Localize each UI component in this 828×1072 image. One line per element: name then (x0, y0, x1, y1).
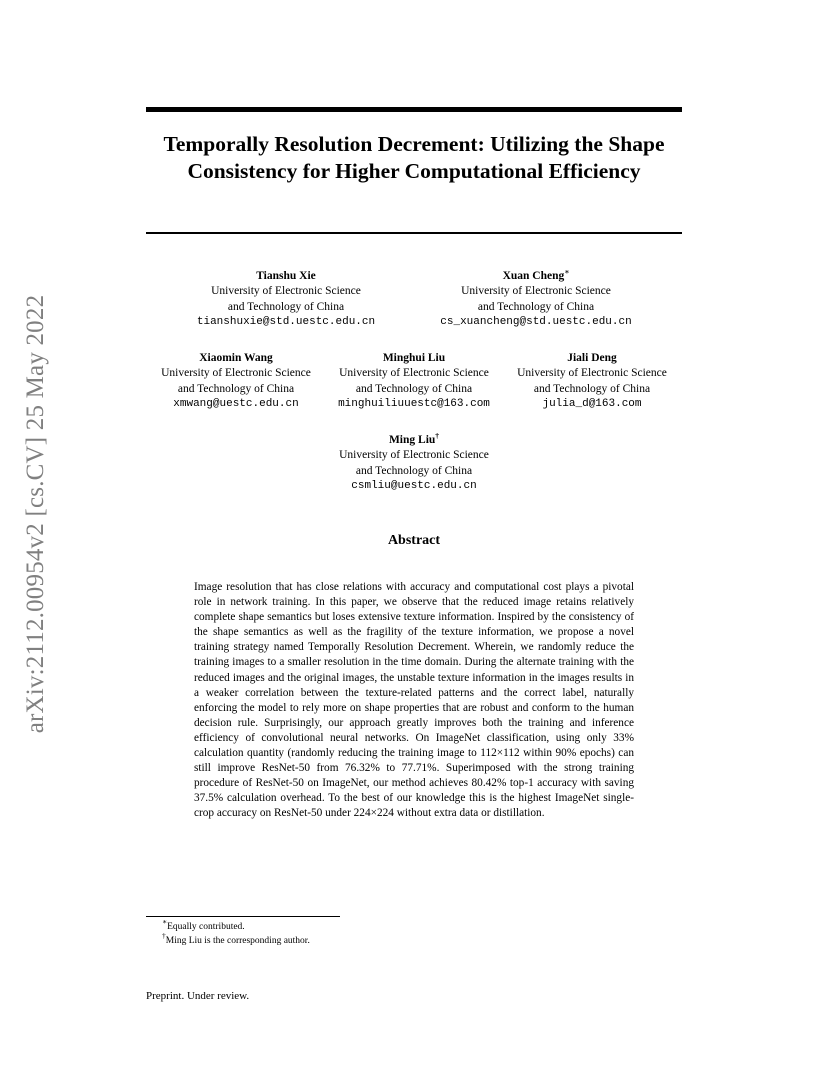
footnote: ∗Equally contributed. (162, 917, 245, 932)
abstract-text: Image resolution that has close relations with accuracy and computational cost plays a pivotal role in network training. In this paper, we observe that the reduced image retains relatively complete shape semantics but loses extensive texture information. Inspired by the consistency of the shape semantics as well as the fragility of the texture information, we propose a novel training strategy named Temporally Resolution Decrement. Wherein, we randomly reduce the training images to a smaller resolution in the time domain. During the alternate training with the reduced images and the original images, the unstable texture information in the images results in a weaker correlation between the texture-related patterns and the correct label, naturally enforcing the model to rely more on shape properties that are robust and conform to the human decision rule. Surprisingly, our approach greatly improves both the training and inference efficiency of convolutional neural networks. On ImageNet classification, using only 33% calculation quantity (randomly reducing the training image to 112×112 within 90% epochs) can still improve ResNet-50 from 76.32% to 77.71%. Superimposed with the strong training procedure of ResNet-50 on ImageNet, our method achieves 80.42% top-1 accuracy with saving 37.5% calculation overhead. To the best of our knowledge this is the highest ImageNet single-crop accuracy on ResNet-50 under 224×224 without extra data or distillation. (194, 581, 634, 820)
author-email: xmwang@uestc.edu.cn (173, 397, 299, 410)
author-block (186, 269, 386, 330)
preprint-note: Preprint. Under review. (146, 990, 250, 1002)
author-email: csmliu@uestc.edu.cn (351, 479, 477, 492)
author-name: Jiali Deng (567, 352, 617, 364)
author-email: tianshuxie@std.uestc.edu.cn (196, 315, 376, 328)
paper-title: Temporally Resolution Decrement: Utilizing the Shape Consistency for Higher Computational Efficiency (163, 132, 665, 183)
author-block (506, 351, 678, 412)
author-block (328, 351, 500, 412)
author-affiliation: University of Electronic Science (517, 367, 667, 380)
author-name: Xiaomin Wang (199, 352, 273, 364)
author-affiliation: and Technology of China (355, 382, 473, 395)
author-affiliation: and Technology of China (533, 382, 651, 395)
author-affiliation: University of Electronic Science (339, 449, 489, 462)
author-name: Tianshu Xie (256, 270, 316, 282)
author-affiliation: University of Electronic Science (211, 285, 361, 298)
author-name: Xuan Cheng∗ (502, 267, 570, 282)
author-block (314, 433, 514, 494)
author-affiliation: University of Electronic Science (161, 367, 311, 380)
author-affiliation: and Technology of China (177, 382, 295, 395)
author-block (150, 351, 322, 412)
author-affiliation: and Technology of China (227, 300, 345, 313)
title-top-rule (146, 107, 682, 112)
footnote-rule (146, 916, 340, 917)
footnote: †Ming Liu is the corresponding author. (162, 931, 310, 946)
title-bottom-rule (146, 232, 682, 234)
arxiv-identifier-stamp: arXiv:2112.00954v2 [cs.CV] 25 May 2022 (22, 294, 49, 734)
author-affiliation: University of Electronic Science (339, 367, 489, 380)
author-affiliation: and Technology of China (477, 300, 595, 313)
author-email: cs_xuancheng@std.uestc.edu.cn (440, 315, 632, 328)
author-name: Ming Liu† (388, 431, 440, 446)
author-block (416, 269, 656, 330)
author-email: minghuiliuuestc@163.com (338, 397, 490, 410)
author-email: julia_d@163.com (542, 397, 642, 410)
abstract-heading: Abstract (387, 533, 441, 548)
author-affiliation: University of Electronic Science (461, 285, 611, 298)
author-affiliation: and Technology of China (355, 464, 473, 477)
author-name: Minghui Liu (382, 352, 446, 364)
